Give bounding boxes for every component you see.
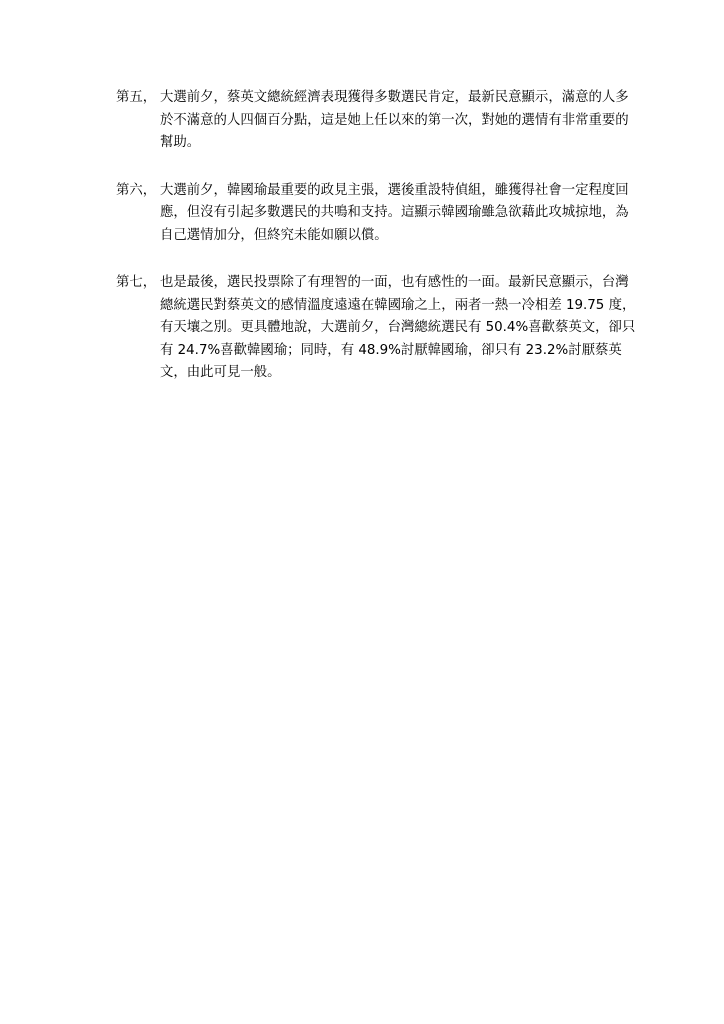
- paragraph-label: 第五，: [116, 90, 157, 105]
- paragraph-seventh: [116, 272, 640, 385]
- paragraph-text: 大選前夕，蔡英文總統經濟表現獲得多數選民肯定，最新民意顯示，滿意的人多於不滿意的人四個百分點，這是她上任以來的第一次，對她的選情有非常重要的幫助。: [160, 90, 629, 150]
- paragraph-text: 也是最後，選民投票除了有理智的一面，也有感性的一面。最新民意顯示，台灣總統選民對蔡英文的感情溫度遠遠在韓國瑜之上，兩者一熱一冷相差 19.75 度，有天壤之別。更具體地說，大選前夕，台灣總統選民有 50.4%喜歡蔡英文，卻只有 24.7%喜歡韓國瑜；同時，有 48.9%討厭韓國瑜，卻只有 23.2%討厭蔡英文，由此可見一般。: [160, 275, 636, 380]
- paragraph-label: 第六，: [116, 182, 157, 198]
- document-body: [116, 87, 640, 410]
- paragraph-sixth: [116, 180, 640, 248]
- paragraph-label: 第七，: [116, 275, 157, 290]
- paragraph-fifth: [116, 87, 640, 155]
- paragraph-text: 大選前夕，韓國瑜最重要的政見主張，選後重設特偵組，雖獲得社會一定程度回應，但沒有引起多數選民的共鳴和支持。這顯示韓國瑜雖急欲藉此攻城掠地，為自己選情加分，但終究未能如願以償。: [160, 182, 629, 243]
